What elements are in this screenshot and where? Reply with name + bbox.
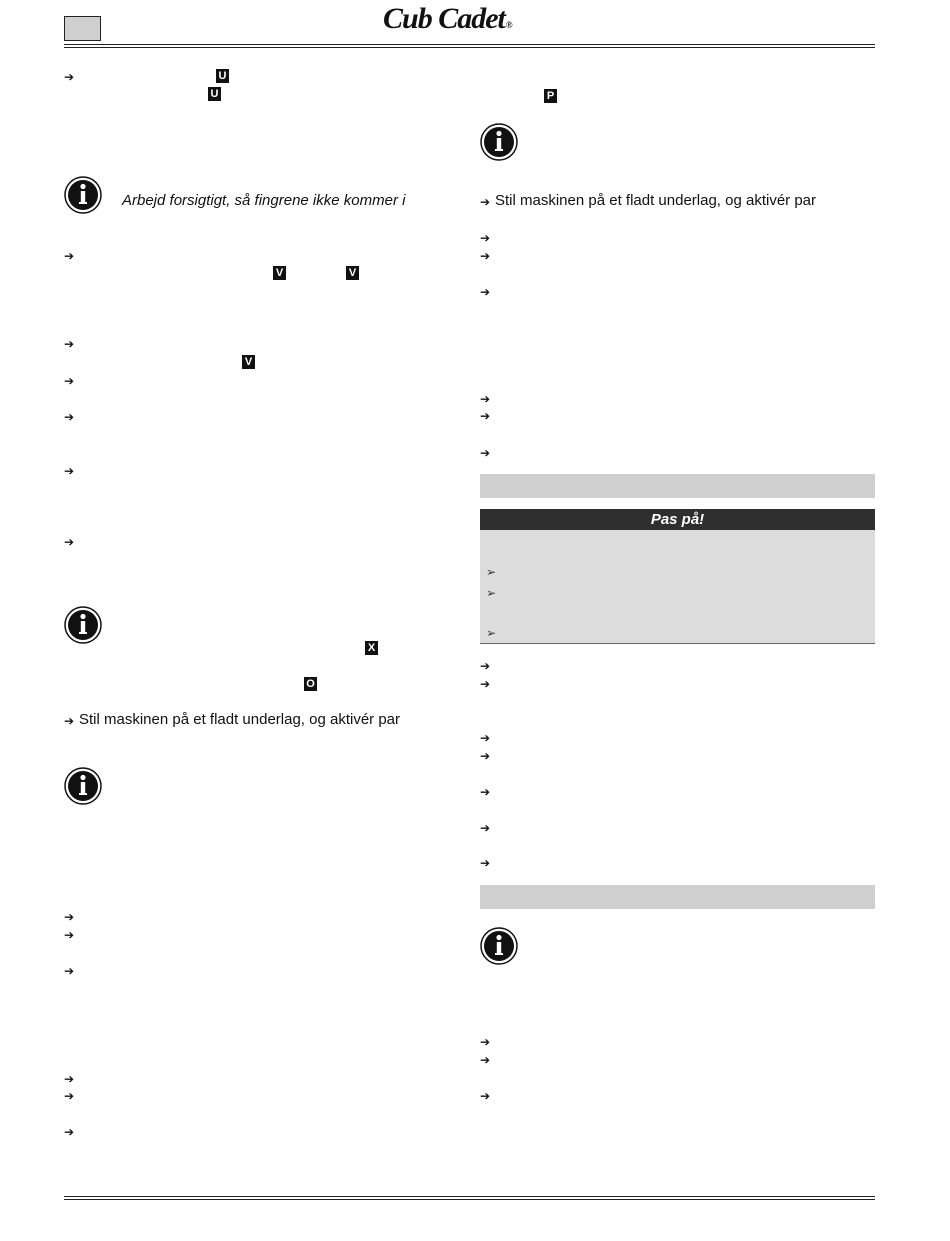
info-note-text: Arbejd forsigtigt, så fingrene ikke kommer i	[122, 192, 406, 209]
arrow-icon: ➔	[64, 964, 75, 978]
arrow-icon: ➔	[64, 464, 75, 478]
arrow-icon: ➔	[480, 856, 491, 870]
arrow-icon: ➔	[64, 910, 75, 924]
warning-box	[480, 530, 875, 644]
arrow-icon: ➔	[64, 410, 75, 424]
arrow-icon: ➔	[64, 1089, 75, 1103]
page-number-box	[64, 16, 101, 41]
arrow-icon: ➔	[64, 374, 75, 388]
arrow-icon: ➔	[480, 731, 491, 745]
arrow-icon: ➔	[480, 821, 491, 835]
warning-title: Pas på!	[480, 509, 875, 530]
section-heading-band	[480, 474, 875, 498]
badge-p: P	[544, 89, 557, 103]
arrow-icon: ➔	[480, 392, 491, 406]
footer-rule-bottom	[64, 1199, 875, 1200]
instruction-text: Stil maskinen på et fladt underlag, og aktivér par	[495, 192, 817, 209]
arrow-icon: ➔	[480, 1035, 491, 1049]
section-heading-band	[480, 885, 875, 909]
instruction-text: Stil maskinen på et fladt underlag, og aktivér par	[79, 711, 401, 728]
badge-v: V	[242, 355, 255, 369]
arrow-icon: ➔	[480, 785, 491, 799]
arrow-icon: ➔	[480, 195, 491, 209]
arrow-icon: ➔	[64, 714, 75, 728]
brand-name: Cub Cadet	[383, 2, 505, 35]
arrow-icon: ➔	[64, 249, 75, 263]
header-rule-bottom	[64, 47, 875, 48]
warning-arrow-icon: ➢	[486, 626, 497, 640]
arrow-icon: ➔	[480, 749, 491, 763]
arrow-icon: ➔	[64, 928, 75, 942]
arrow-icon: ➔	[480, 659, 491, 673]
badge-o: O	[304, 677, 317, 691]
header-rule-top	[64, 44, 875, 45]
arrow-icon: ➔	[64, 337, 75, 351]
brand-logo	[383, 2, 512, 36]
info-icon	[64, 767, 102, 805]
arrow-icon: ➔	[64, 70, 75, 84]
arrow-icon: ➔	[64, 1125, 75, 1139]
arrow-icon: ➔	[480, 285, 491, 299]
warning-arrow-icon: ➢	[486, 565, 497, 579]
brand-registered-mark: ®	[505, 20, 512, 30]
info-icon	[480, 927, 518, 965]
arrow-icon: ➔	[480, 677, 491, 691]
arrow-icon: ➔	[480, 249, 491, 263]
info-icon	[480, 123, 518, 161]
info-icon	[64, 176, 102, 214]
info-icon	[64, 606, 102, 644]
arrow-icon: ➔	[480, 231, 491, 245]
footer-rule-top	[64, 1196, 875, 1197]
arrow-icon: ➔	[480, 1053, 491, 1067]
arrow-icon: ➔	[64, 535, 75, 549]
badge-v: V	[273, 266, 286, 280]
arrow-icon: ➔	[480, 1089, 491, 1103]
badge-v: V	[346, 266, 359, 280]
arrow-icon: ➔	[64, 1072, 75, 1086]
arrow-icon: ➔	[480, 446, 491, 460]
arrow-icon: ➔	[480, 409, 491, 423]
badge-x: X	[365, 641, 378, 655]
badge-u: U	[208, 87, 221, 101]
badge-u: U	[216, 69, 229, 83]
warning-arrow-icon: ➢	[486, 586, 497, 600]
